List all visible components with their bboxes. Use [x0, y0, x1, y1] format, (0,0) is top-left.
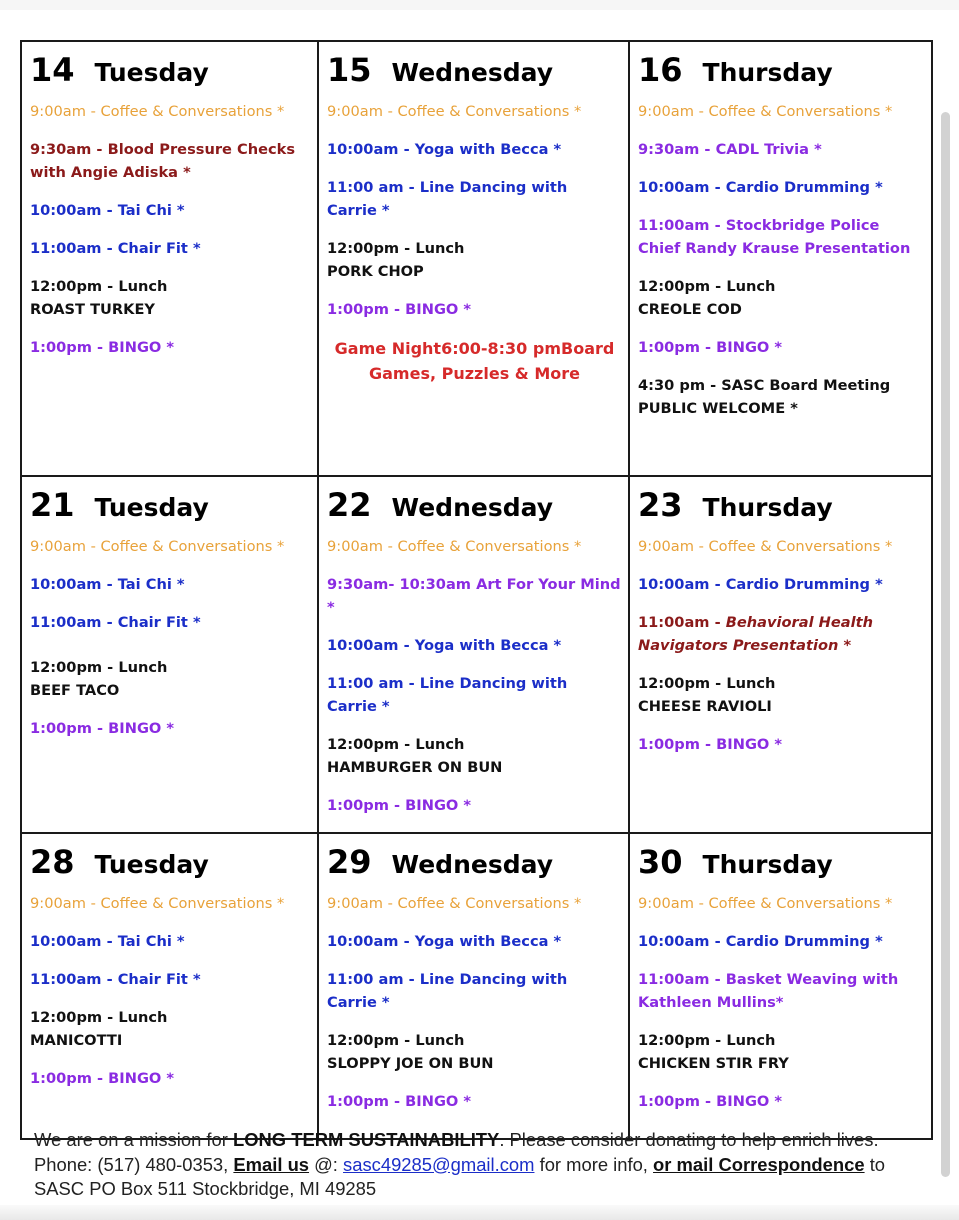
- event-item: [30, 573, 311, 596]
- footer-sustainability: LONG TERM SUSTAINABILITY: [232, 1129, 500, 1150]
- event-item: [30, 656, 311, 702]
- day-header: [30, 52, 311, 88]
- event-text: 1:00pm - BINGO *: [30, 339, 175, 356]
- event-item: [638, 672, 925, 718]
- event-text: 1:00pm - BINGO *: [638, 339, 783, 356]
- event-item: [327, 100, 622, 123]
- day-name: Thursday: [702, 58, 833, 87]
- event-item: [30, 968, 311, 991]
- event-item: [327, 1029, 622, 1075]
- event-text: 9:00am - Coffee & Conversations *: [638, 895, 893, 912]
- day-number: 28: [30, 843, 75, 881]
- event-item: [327, 1090, 622, 1113]
- event-text: 9:30am - CADL Trivia *: [638, 141, 822, 158]
- day-name: Tuesday: [94, 58, 209, 87]
- event-item: [327, 672, 622, 718]
- event-item: [638, 374, 925, 420]
- event-item: [327, 930, 622, 953]
- event-text: 11:00am - Chair Fit *: [30, 971, 201, 988]
- day-header: [327, 52, 622, 88]
- lunch-menu: HAMBURGER ON BUN: [327, 759, 503, 776]
- day-name: Thursday: [702, 850, 833, 879]
- event-item: [30, 100, 311, 123]
- event-text: 11:00am - Chair Fit *: [30, 614, 201, 631]
- day-cell: [318, 833, 629, 1139]
- event-item: [30, 892, 311, 915]
- event-text: 10:00am - Cardio Drumming *: [638, 179, 883, 196]
- lunch-menu: SLOPPY JOE ON BUN: [327, 1055, 494, 1072]
- calendar-grid: [20, 40, 933, 1140]
- event-item: [638, 100, 925, 123]
- event-text: Behavioral Health Navigators Presentation *: [638, 614, 873, 654]
- event-text: 4:30 pm - SASC Board Meeting PUBLIC WELCOME *: [638, 377, 891, 417]
- event-text: 10:00am - Yoga with Becca *: [327, 637, 562, 654]
- event-item: [30, 930, 311, 953]
- event-item: [638, 336, 925, 359]
- lunch-time: 12:00pm - Lunch: [30, 278, 168, 295]
- top-bar: [0, 0, 959, 10]
- day-number: 29: [327, 843, 372, 881]
- event-text: 10:00am - Yoga with Becca *: [327, 933, 562, 950]
- lunch-time: 12:00pm - Lunch: [638, 278, 776, 295]
- lunch-time: 12:00pm - Lunch: [327, 240, 465, 257]
- day-header: [327, 844, 622, 880]
- lunch-menu: CREOLE COD: [638, 301, 742, 318]
- day-name: Wednesday: [391, 850, 553, 879]
- event-item: [30, 336, 311, 359]
- event-item: [30, 1067, 311, 1090]
- lunch-time: 12:00pm - Lunch: [638, 1032, 776, 1049]
- lunch-time: 12:00pm - Lunch: [30, 1009, 168, 1026]
- day-name: Wednesday: [391, 493, 553, 522]
- event-item: [638, 138, 925, 161]
- day-header: [638, 844, 925, 880]
- event-item: [30, 199, 311, 222]
- event-item: [638, 535, 925, 558]
- event-item: [638, 1090, 925, 1113]
- day-number: 23: [638, 486, 683, 524]
- day-cell: [629, 476, 932, 833]
- footer-text-2: . Please consider donating to help enrich lives. Phone: (517) 480-0353,: [34, 1129, 879, 1175]
- event-item: [638, 892, 925, 915]
- day-cell: [21, 476, 318, 833]
- day-cell: [318, 476, 629, 833]
- day-header: [327, 487, 622, 523]
- lunch-menu: BEEF TACO: [30, 682, 120, 699]
- day-number: 21: [30, 486, 75, 524]
- lunch-time: 12:00pm - Lunch: [638, 675, 776, 692]
- event-text: 9:30am- 10:30am Art For Your Mind *: [327, 576, 621, 616]
- event-item: [327, 573, 622, 619]
- event-text: 9:00am - Coffee & Conversations *: [638, 103, 893, 120]
- event-text: 11:00am - Chair Fit *: [30, 240, 201, 257]
- event-item: [30, 717, 311, 740]
- bottom-edge: [0, 1205, 959, 1220]
- day-cell: [21, 41, 318, 476]
- event-item: [30, 275, 311, 321]
- day-header: [30, 487, 311, 523]
- day-header: [638, 52, 925, 88]
- footer-text-3: @:: [309, 1153, 344, 1175]
- day-cell: [318, 41, 629, 476]
- event-item: [30, 1006, 311, 1052]
- event-text: 11:00am - Stockbridge Police Chief Randy Krause Presentation: [638, 217, 911, 257]
- day-number: 15: [327, 51, 372, 89]
- notice-line: 6:00-8:30 pm: [441, 339, 561, 358]
- event-item: [327, 176, 622, 222]
- footer-text-5: to SASC PO Box 511 Stockbridge, MI 49285: [34, 1153, 886, 1199]
- event-item: [30, 535, 311, 558]
- week-row: [21, 41, 932, 476]
- event-item: [327, 634, 622, 657]
- day-header: [638, 487, 925, 523]
- scrollbar[interactable]: [941, 112, 950, 1177]
- event-item: [327, 535, 622, 558]
- event-text: 9:00am - Coffee & Conversations *: [638, 538, 893, 555]
- event-text: 9:00am - Coffee & Conversations *: [327, 103, 582, 120]
- event-text: 11:00 am - Line Dancing with Carrie *: [327, 179, 568, 219]
- lunch-menu: CHICKEN STIR FRY: [638, 1055, 789, 1072]
- lunch-menu: ROAST TURKEY: [30, 301, 155, 318]
- event-text: 1:00pm - BINGO *: [327, 797, 472, 814]
- event-item: [327, 733, 622, 779]
- event-item: [327, 892, 622, 915]
- event-item: [327, 968, 622, 1014]
- event-text: 1:00pm - BINGO *: [638, 1093, 783, 1110]
- week-row: [21, 476, 932, 833]
- event-text: 1:00pm - BINGO *: [638, 736, 783, 753]
- footer-text-1: We are on a mission for: [34, 1129, 233, 1150]
- lunch-time: 12:00pm - Lunch: [327, 1032, 465, 1049]
- event-item: [638, 968, 925, 1014]
- footer-text-4: for more info,: [534, 1153, 654, 1175]
- event-item: [638, 214, 925, 260]
- event-item: [327, 794, 622, 817]
- event-item: [638, 275, 925, 321]
- event-text: 10:00am - Tai Chi *: [30, 576, 185, 593]
- lunch-menu: MANICOTTI: [30, 1032, 123, 1049]
- event-text: 11:00am - Basket Weaving with Kathleen Mullins*: [638, 971, 899, 1011]
- day-number: 16: [638, 51, 683, 89]
- event-text: 9:00am - Coffee & Conversations *: [30, 895, 285, 912]
- event-text: 9:00am - Coffee & Conversations *: [327, 895, 582, 912]
- event-item: [638, 573, 925, 596]
- day-cell: [629, 41, 932, 476]
- event-item: [327, 298, 622, 321]
- event-text: 1:00pm - BINGO *: [327, 301, 472, 318]
- event-text: 1:00pm - BINGO *: [30, 720, 175, 737]
- event-item: [638, 733, 925, 756]
- event-item: [638, 611, 925, 657]
- event-text: 10:00am - Cardio Drumming *: [638, 933, 883, 950]
- event-item: [327, 237, 622, 283]
- donation-footer: [34, 1128, 914, 1202]
- event-text: 10:00am - Tai Chi *: [30, 933, 185, 950]
- event-text: 10:00am - Tai Chi *: [30, 202, 185, 219]
- day-cell: [21, 833, 318, 1139]
- event-text: 1:00pm - BINGO *: [30, 1070, 175, 1087]
- event-item: [327, 138, 622, 161]
- event-time: 11:00am -: [638, 614, 726, 631]
- event-item: [638, 1029, 925, 1075]
- event-text: 10:00am - Yoga with Becca *: [327, 141, 562, 158]
- notice-line: Board Games, Puzzles & More: [369, 339, 615, 383]
- day-number: 22: [327, 486, 372, 524]
- event-item: [30, 138, 311, 184]
- day-name: Tuesday: [94, 493, 209, 522]
- mail-correspondence-link[interactable]: or mail Correspondence: [653, 1153, 865, 1175]
- lunch-menu: CHEESE RAVIOLI: [638, 698, 772, 715]
- event-text: 10:00am - Cardio Drumming *: [638, 576, 883, 593]
- day-name: Thursday: [702, 493, 833, 522]
- lunch-time: 12:00pm - Lunch: [327, 736, 465, 753]
- event-item: [638, 176, 925, 199]
- email-us-link[interactable]: Email us: [233, 1153, 310, 1175]
- event-item: [30, 237, 311, 260]
- event-text: 11:00 am - Line Dancing with Carrie *: [327, 675, 568, 715]
- event-text: 9:00am - Coffee & Conversations *: [30, 103, 285, 120]
- day-header: [30, 844, 311, 880]
- lunch-menu: PORK CHOP: [327, 263, 424, 280]
- event-text: 9:00am - Coffee & Conversations *: [30, 538, 285, 555]
- email-address-link[interactable]: sasc49285@gmail.com: [343, 1153, 535, 1175]
- event-text: 9:00am - Coffee & Conversations *: [327, 538, 582, 555]
- event-text: 1:00pm - BINGO *: [327, 1093, 472, 1110]
- day-cell: [629, 833, 932, 1139]
- day-name: Tuesday: [94, 850, 209, 879]
- event-text: 9:30am - Blood Pressure Checks with Angie Adiska *: [30, 141, 296, 181]
- event-item: [30, 611, 311, 634]
- notice-line: Game Night: [334, 339, 442, 358]
- week-row: [21, 833, 932, 1139]
- day-name: Wednesday: [391, 58, 553, 87]
- event-text: 11:00 am - Line Dancing with Carrie *: [327, 971, 568, 1011]
- lunch-time: 12:00pm - Lunch: [30, 659, 168, 676]
- game-night-notice: [327, 336, 622, 386]
- day-number: 30: [638, 843, 683, 881]
- event-item: [638, 930, 925, 953]
- day-number: 14: [30, 51, 75, 89]
